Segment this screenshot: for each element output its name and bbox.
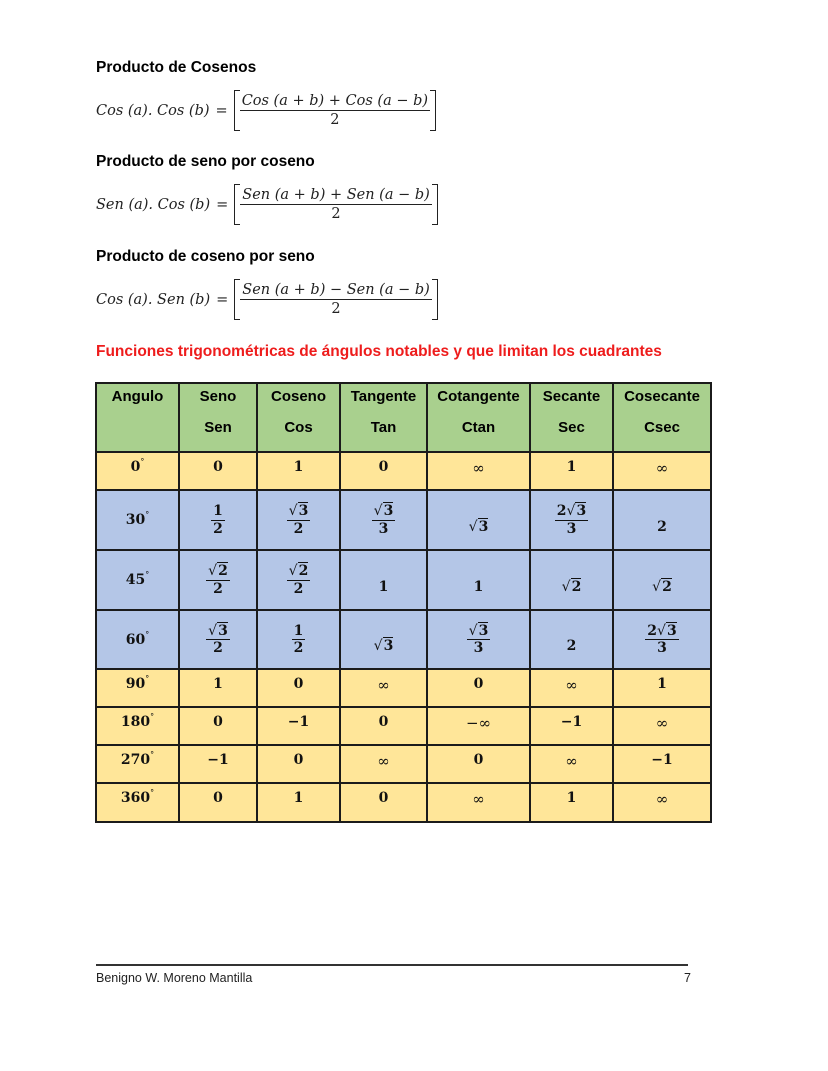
footer-author: Benigno W. Moreno Mantilla xyxy=(96,971,253,985)
csec-cell: ∞ xyxy=(613,783,711,822)
section-title-producto-cosenos: Producto de Cosenos xyxy=(96,59,257,76)
table-row xyxy=(96,610,711,669)
cos-cell: 0 xyxy=(257,745,340,783)
ctan-cell: ∞ xyxy=(427,452,530,490)
cos-cell: 1 xyxy=(257,783,340,822)
table-row xyxy=(96,490,711,550)
cos-cell: $\frac{1}{2}$ xyxy=(257,610,340,669)
fraction xyxy=(240,282,432,317)
angle-cell: 360° xyxy=(96,783,179,822)
table-row xyxy=(96,783,711,822)
sec-cell: $\frac{2√3}{3}$ xyxy=(530,490,613,550)
fraction-denominator: 2 xyxy=(330,112,340,128)
fraction xyxy=(240,93,430,128)
tan-cell: √3 xyxy=(340,610,427,669)
sen-cell: −1 xyxy=(179,745,257,783)
formula-lhs: Cos (a). Cos (b) xyxy=(96,102,210,119)
tan-cell: $\frac{√3}{3}$ xyxy=(340,490,427,550)
angle-cell: 90° xyxy=(96,669,179,707)
bracket-expression xyxy=(234,282,438,317)
fraction-numerator: Cos (a + b) + Cos (a − b) xyxy=(241,93,429,109)
csec-cell: 1 xyxy=(613,669,711,707)
table-row xyxy=(96,452,711,490)
tan-cell: 0 xyxy=(340,783,427,822)
sec-cell: 2 xyxy=(530,610,613,669)
csec-cell: $\frac{2√3}{3}$ xyxy=(613,610,711,669)
equals-sign: = xyxy=(215,102,228,119)
tan-cell: 0 xyxy=(340,707,427,745)
angle-cell: 30° xyxy=(96,490,179,550)
tan-cell: ∞ xyxy=(340,745,427,783)
header-secante: Secante Sec xyxy=(530,383,613,452)
formula-coseno-por-seno xyxy=(96,282,438,317)
table-title: Funciones trigonométricas de ángulos notables y que limitan los cuadrantes xyxy=(96,343,662,360)
sec-cell: ∞ xyxy=(530,669,613,707)
angle-cell: 45° xyxy=(96,550,179,610)
csec-cell: √2 xyxy=(613,550,711,610)
formula-producto-cosenos xyxy=(96,93,436,128)
cos-cell: 0 xyxy=(257,669,340,707)
sen-cell: 0 xyxy=(179,452,257,490)
table-row xyxy=(96,707,711,745)
section-title-seno-por-coseno: Producto de seno por coseno xyxy=(96,153,315,170)
equals-sign: = xyxy=(216,291,229,308)
header-seno: Seno Sen xyxy=(179,383,257,452)
fraction-numerator: Sen (a + b) + Sen (a − b) xyxy=(242,187,430,203)
header-tangente: Tangente Tan xyxy=(340,383,427,452)
section-title-coseno-por-seno: Producto de coseno por seno xyxy=(96,248,315,265)
sec-cell: 1 xyxy=(530,452,613,490)
bracket-expression xyxy=(234,187,438,222)
cos-cell: −1 xyxy=(257,707,340,745)
cos-cell: $\frac{√2}{2}$ xyxy=(257,550,340,610)
footer-divider xyxy=(96,964,688,966)
ctan-cell: √3 xyxy=(427,490,530,550)
formula-lhs: Sen (a). Cos (b) xyxy=(96,196,211,213)
angle-cell: 180° xyxy=(96,707,179,745)
sen-cell: $\frac{1}{2}$ xyxy=(179,490,257,550)
csec-cell: ∞ xyxy=(613,452,711,490)
sen-cell: $\frac{√2}{2}$ xyxy=(179,550,257,610)
sen-cell: $\frac{√3}{2}$ xyxy=(179,610,257,669)
header-angulo: Angulo xyxy=(96,383,179,452)
table-header-row xyxy=(96,383,711,452)
sen-cell: 1 xyxy=(179,669,257,707)
header-cosecante: Cosecante Csec xyxy=(613,383,711,452)
csec-cell: 2 xyxy=(613,490,711,550)
equals-sign: = xyxy=(216,196,229,213)
sec-cell: 1 xyxy=(530,783,613,822)
sen-cell: 0 xyxy=(179,707,257,745)
sec-cell: ∞ xyxy=(530,745,613,783)
trig-values-table xyxy=(95,382,712,823)
ctan-cell: $\frac{√3}{3}$ xyxy=(427,610,530,669)
sen-cell: 0 xyxy=(179,783,257,822)
cos-cell: 1 xyxy=(257,452,340,490)
header-coseno: Coseno Cos xyxy=(257,383,340,452)
ctan-cell: 0 xyxy=(427,745,530,783)
tan-cell: 0 xyxy=(340,452,427,490)
fraction xyxy=(240,187,432,222)
ctan-cell: −∞ xyxy=(427,707,530,745)
fraction-denominator: 2 xyxy=(331,301,341,317)
bracket-expression xyxy=(234,93,436,128)
tan-cell: 1 xyxy=(340,550,427,610)
page-number: 7 xyxy=(684,971,691,985)
angle-cell: 0° xyxy=(96,452,179,490)
tan-cell: ∞ xyxy=(340,669,427,707)
formula-seno-por-coseno xyxy=(96,187,438,222)
angle-cell: 270° xyxy=(96,745,179,783)
table-row xyxy=(96,745,711,783)
sec-cell: √2 xyxy=(530,550,613,610)
fraction-denominator: 2 xyxy=(331,206,341,222)
angle-cell: 60° xyxy=(96,610,179,669)
table-row xyxy=(96,669,711,707)
table-body xyxy=(96,452,711,822)
ctan-cell: ∞ xyxy=(427,783,530,822)
formula-lhs: Cos (a). Sen (b) xyxy=(96,291,211,308)
csec-cell: −1 xyxy=(613,745,711,783)
header-cotangente: Cotangente Ctan xyxy=(427,383,530,452)
sec-cell: −1 xyxy=(530,707,613,745)
fraction-numerator: Sen (a + b) − Sen (a − b) xyxy=(242,282,430,298)
ctan-cell: 0 xyxy=(427,669,530,707)
csec-cell: ∞ xyxy=(613,707,711,745)
cos-cell: $\frac{√3}{2}$ xyxy=(257,490,340,550)
ctan-cell: 1 xyxy=(427,550,530,610)
table-row xyxy=(96,550,711,610)
